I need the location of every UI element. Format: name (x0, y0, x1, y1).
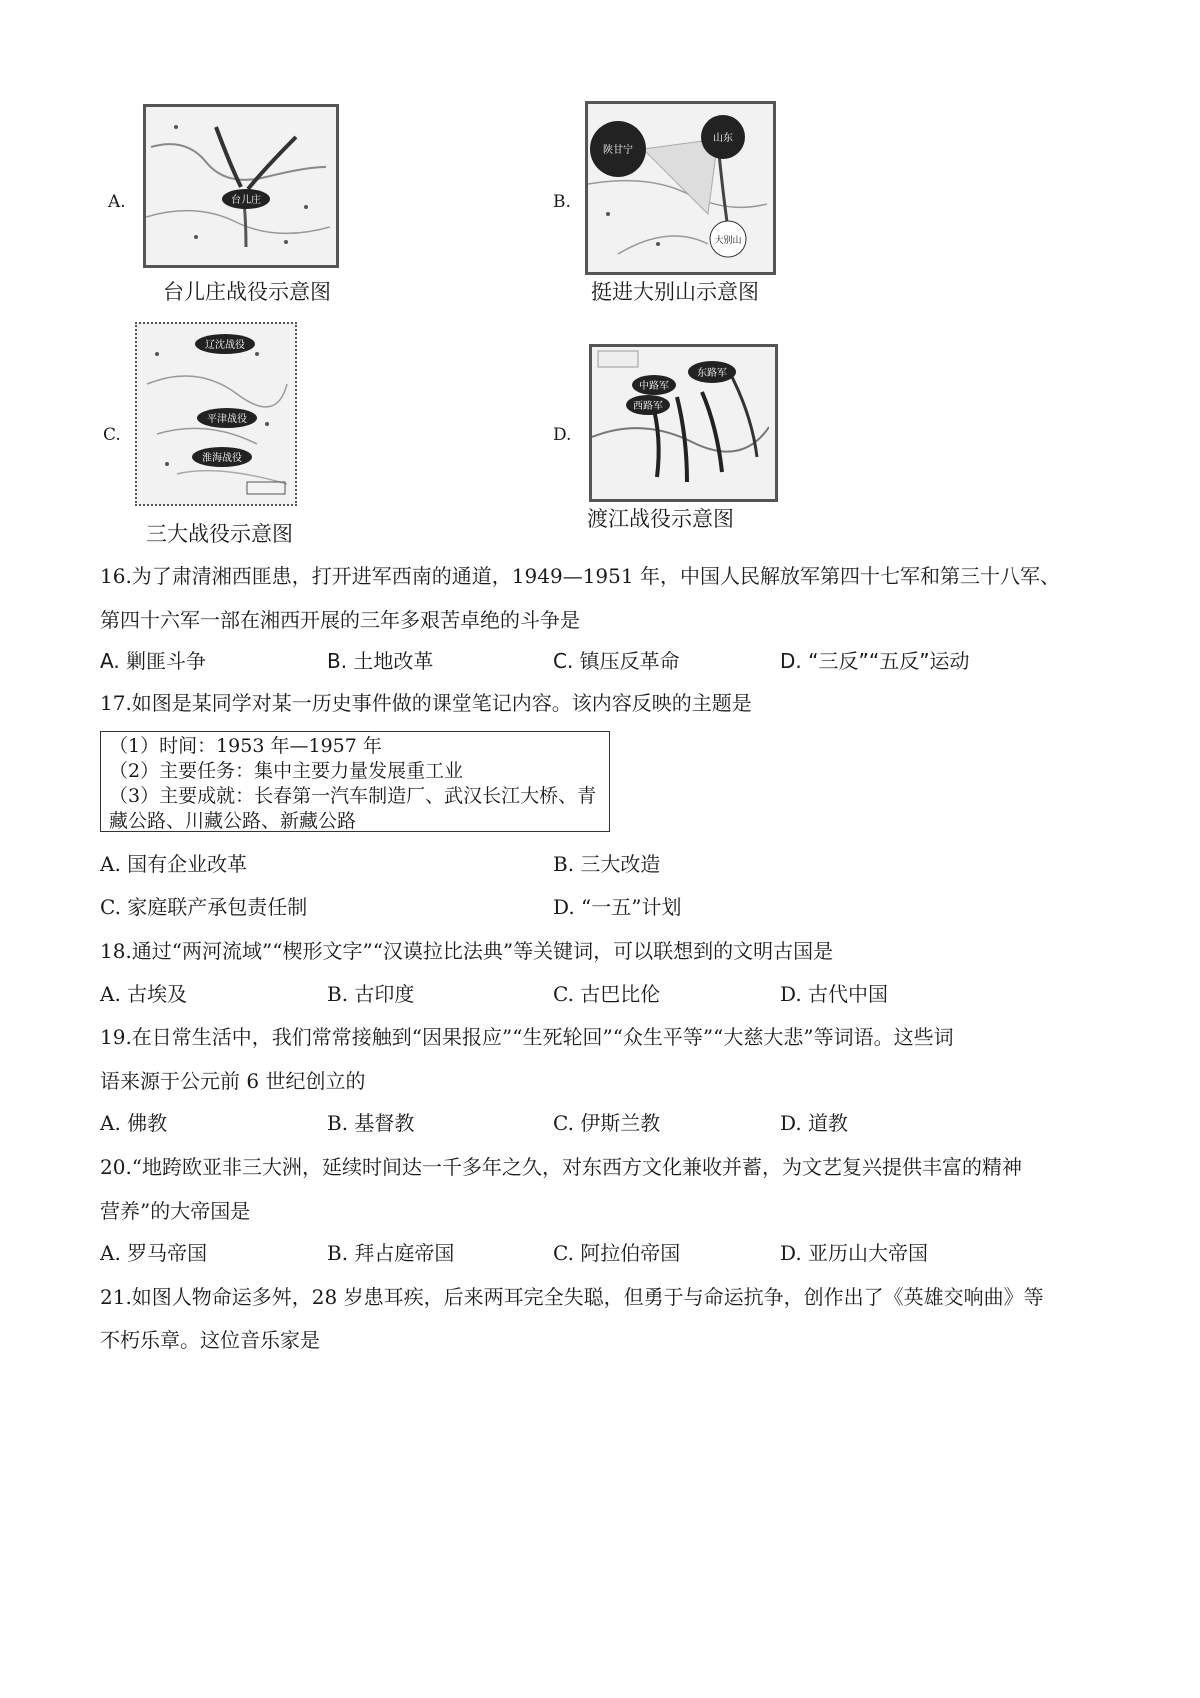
question-19-line-2: 语来源于公元前 6 世纪创立的 (100, 1069, 366, 1093)
map-a-label: 台儿庄 (231, 195, 261, 206)
q19-option-a[interactable]: A. 佛教 (100, 1111, 168, 1135)
q16-option-a[interactable]: A. 剿匪斗争 (100, 649, 207, 673)
q16-option-c[interactable]: C. 镇压反革命 (553, 649, 680, 673)
map-a-caption: 台儿庄战役示意图 (163, 280, 331, 304)
question-20-line-2: 营养”的大帝国是 (100, 1199, 251, 1223)
map-b-label-3: 大别山 (714, 236, 742, 246)
question-18-line-1: 18.通过“两河流域”“楔形文字”“汉谟拉比法典”等关键词，可以联想到的文明古国是 (100, 939, 834, 963)
q20-option-a[interactable]: A. 罗马帝国 (100, 1241, 208, 1265)
map-c-label-1: 辽沈战役 (205, 340, 245, 351)
q16-option-b[interactable]: B. 土地改革 (327, 649, 434, 673)
notes-line-4: 藏公路、川藏公路、新藏公路 (109, 810, 357, 832)
map-d-label-1: 东路军 (697, 368, 727, 379)
map-c-caption: 三大战役示意图 (146, 522, 293, 546)
q20-option-c[interactable]: C. 阿拉伯帝国 (553, 1241, 681, 1265)
q18-option-a[interactable]: A. 古埃及 (100, 982, 188, 1006)
option-letter-b: B. (553, 192, 571, 212)
q17-option-a[interactable]: A. 国有企业改革 (100, 852, 248, 876)
question-16-line-2: 第四十六军一部在湘西开展的三年多艰苦卓绝的斗争是 (100, 608, 580, 632)
q18-option-b[interactable]: B. 古印度 (327, 982, 415, 1006)
question-21-line-1: 21.如图人物命运多舛，28 岁患耳疾，后来两耳完全失聪，但勇于与命运抗争，创作出了《英雄交响曲》等 (100, 1285, 1044, 1309)
q19-option-d[interactable]: D. 道教 (780, 1111, 849, 1135)
map-yangtze-crossing (589, 344, 778, 502)
map-taierzhuang (143, 104, 339, 268)
q17-option-b[interactable]: B. 三大改造 (553, 852, 661, 876)
question-19-line-1: 19.在日常生活中，我们常常接触到“因果报应”“生死轮回”“众生平等”“大慈大悲”等词语。这些词 (100, 1025, 954, 1049)
q17-option-d[interactable]: D. “一五”计划 (553, 895, 682, 919)
map-d-caption: 渡江战役示意图 (587, 507, 734, 531)
q16-option-d[interactable]: D. “三反”“五反”运动 (780, 649, 970, 673)
question-17-line-1: 17.如图是某同学对某一历史事件做的课堂笔记内容。该内容反映的主题是 (100, 691, 752, 715)
option-letter-a: A. (108, 192, 126, 212)
notes-line-2: （2）主要任务：集中主要力量发展重工业 (109, 760, 464, 782)
map-d-label-3: 西路军 (633, 401, 663, 412)
q19-option-b[interactable]: B. 基督教 (327, 1111, 415, 1135)
class-notes-box (100, 731, 610, 832)
q20-option-d[interactable]: D. 亚历山大帝国 (780, 1241, 929, 1265)
notes-line-1: （1）时间：1953 年—1957 年 (109, 735, 382, 757)
question-16-line-1: 16.为了肃清湘西匪患，打开进军西南的通道，1949—1951 年，中国人民解放军第四十七军和第三十八军、 (100, 564, 1060, 588)
q20-option-b[interactable]: B. 拜占庭帝国 (327, 1241, 455, 1265)
map-dabieshan (585, 101, 776, 275)
map-three-campaigns (135, 322, 297, 506)
option-letter-d: D. (553, 425, 572, 445)
q19-option-c[interactable]: C. 伊斯兰教 (553, 1111, 661, 1135)
map-c-label-3: 淮海战役 (202, 453, 242, 464)
map-c-label-2: 平津战役 (207, 414, 247, 425)
q17-option-c[interactable]: C. 家庭联产承包责任制 (100, 895, 308, 919)
q18-option-c[interactable]: C. 古巴比伦 (553, 982, 661, 1006)
question-20-line-1: 20.“地跨欧亚非三大洲，延续时间达一千多年之久，对东西方文化兼收并蓄，为文艺复兴提供丰富的精神 (100, 1155, 1023, 1179)
map-b-label-2: 山东 (713, 133, 733, 144)
map-b-label-1: 陕甘宁 (603, 145, 633, 156)
notes-line-3: （3）主要成就：长春第一汽车制造厂、武汉长江大桥、青 (109, 785, 597, 807)
map-b-caption: 挺进大别山示意图 (591, 280, 759, 304)
option-letter-c: C. (103, 425, 121, 445)
map-d-label-2: 中路军 (639, 381, 669, 392)
question-21-line-2: 不朽乐章。这位音乐家是 (100, 1328, 320, 1352)
q18-option-d[interactable]: D. 古代中国 (780, 982, 889, 1006)
